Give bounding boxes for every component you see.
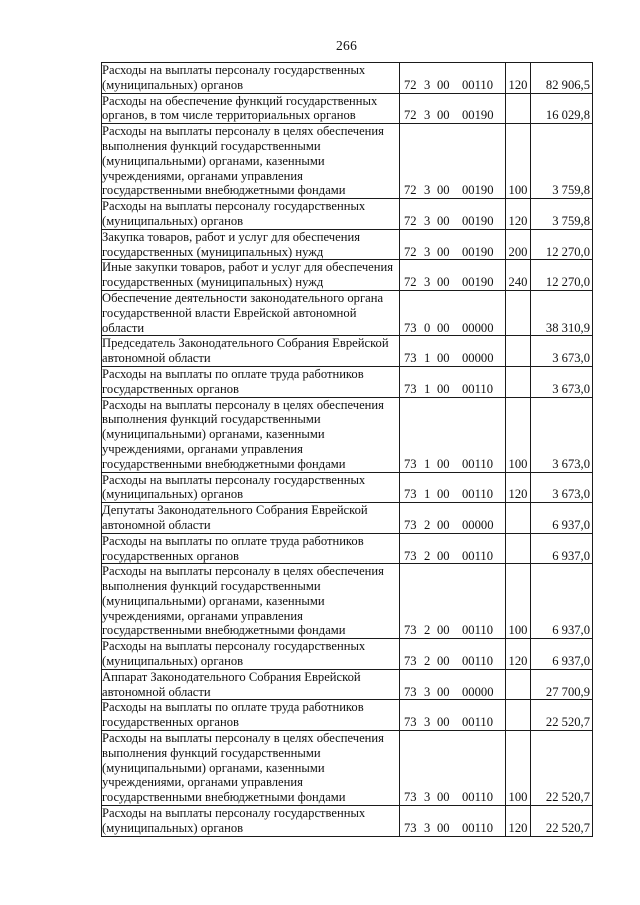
code-segment: 00190 (462, 108, 494, 123)
row-description-cell (102, 124, 400, 199)
amount-cell: 22 520,7 (531, 806, 593, 837)
code-segment: 2 (424, 548, 431, 563)
code-segment: 00 (437, 456, 450, 471)
code-segment: 00190 (462, 275, 494, 290)
code-segment: 1 (424, 456, 431, 471)
description-line: Расходы на выплаты персоналу государственных (102, 806, 366, 821)
code-segment: 00 (437, 517, 450, 532)
code-segment: 73 (404, 351, 417, 366)
row-description-cell (102, 397, 400, 472)
code-segment: 00110 (462, 654, 494, 669)
table-row (102, 472, 593, 503)
code-segment: 73 (404, 456, 417, 471)
code-segment: 00 (437, 275, 450, 290)
classification-code-cell (400, 93, 506, 124)
classification-code-cell (400, 199, 506, 230)
description-line: (муниципальными) органами, казенными (102, 593, 325, 608)
code-segment: 00 (437, 381, 450, 396)
amount-cell: 6 937,0 (531, 503, 593, 534)
code-segment: 00110 (462, 381, 494, 396)
row-description-cell (102, 700, 400, 731)
code-segment: 00 (437, 244, 450, 259)
description-line: Расходы на выплаты персоналу в целях обеспечения (102, 564, 384, 579)
description-line: Обеспечение деятельности законодательного органа (102, 290, 384, 305)
row-description-cell (102, 260, 400, 291)
table-row (102, 63, 593, 94)
classification-code-cell (400, 472, 506, 503)
description-line: государственными внебюджетными фондами (102, 623, 346, 638)
code-segment: 00110 (462, 790, 494, 805)
table-row (102, 700, 593, 731)
code-segment: 00 (437, 623, 450, 638)
description-line: Расходы на выплаты по оплате труда работников (102, 533, 364, 548)
code-segment: 3 (424, 77, 431, 92)
description-line: выполнения функций государственными (102, 412, 321, 427)
code-segment: 3 (424, 820, 431, 835)
description-line: (муниципальных) органов (102, 487, 244, 502)
description-line: области (102, 320, 145, 335)
table-row (102, 229, 593, 260)
expense-type-cell: 120 (506, 806, 531, 837)
code-segment: 00190 (462, 244, 494, 259)
table-row (102, 503, 593, 534)
classification-code-cell (400, 669, 506, 700)
description-line: учреждениями, органами управления (102, 775, 303, 790)
code-segment: 73 (404, 654, 417, 669)
description-line: выполнения функций государственными (102, 579, 321, 594)
code-segment: 2 (424, 517, 431, 532)
row-description-cell (102, 806, 400, 837)
code-segment: 72 (404, 183, 417, 198)
classification-code-cell (400, 731, 506, 806)
description-line: государственных органов (102, 715, 239, 730)
description-line: выполнения функций государственными (102, 138, 321, 153)
row-description-cell (102, 366, 400, 397)
expense-type-cell: 120 (506, 639, 531, 670)
classification-code-cell (400, 700, 506, 731)
description-line: Расходы на выплаты персоналу в целях обеспечения (102, 397, 384, 412)
description-line: (муниципальными) органами, казенными (102, 153, 325, 168)
amount-cell: 27 700,9 (531, 669, 593, 700)
expense-type-cell (506, 336, 531, 367)
description-line: Аппарат Законодательного Собрания Еврейской (102, 669, 361, 684)
classification-code-cell (400, 564, 506, 639)
description-line: Расходы на выплаты по оплате труда работников (102, 700, 364, 715)
classification-code-cell (400, 366, 506, 397)
amount-cell: 82 906,5 (531, 63, 593, 94)
code-segment: 00110 (462, 548, 494, 563)
code-segment: 3 (424, 790, 431, 805)
amount-cell: 12 270,0 (531, 229, 593, 260)
row-description-cell (102, 503, 400, 534)
code-segment: 72 (404, 108, 417, 123)
classification-code-cell (400, 260, 506, 291)
description-line: государственными внебюджетными фондами (102, 790, 346, 805)
code-segment: 00000 (462, 351, 494, 366)
table-row (102, 397, 593, 472)
row-description-cell (102, 229, 400, 260)
row-description-cell (102, 93, 400, 124)
description-line: Расходы на выплаты персоналу в целях обеспечения (102, 731, 384, 746)
classification-code-cell (400, 806, 506, 837)
code-segment: 73 (404, 623, 417, 638)
code-segment: 1 (424, 487, 431, 502)
code-segment: 00 (437, 487, 450, 502)
description-line: государственных органов (102, 381, 239, 396)
description-line: учреждениями, органами управления (102, 441, 303, 456)
row-description-cell (102, 669, 400, 700)
code-segment: 72 (404, 275, 417, 290)
code-segment: 72 (404, 244, 417, 259)
amount-cell: 6 937,0 (531, 639, 593, 670)
code-segment: 00000 (462, 684, 494, 699)
row-description-cell (102, 533, 400, 564)
amount-cell: 12 270,0 (531, 260, 593, 291)
code-segment: 3 (424, 684, 431, 699)
code-segment: 73 (404, 715, 417, 730)
code-segment: 73 (404, 684, 417, 699)
amount-cell: 38 310,9 (531, 290, 593, 335)
code-segment: 73 (404, 548, 417, 563)
amount-cell: 3 759,8 (531, 124, 593, 199)
classification-code-cell (400, 63, 506, 94)
classification-code-cell (400, 124, 506, 199)
description-line: учреждениями, органами управления (102, 608, 303, 623)
expense-type-cell: 120 (506, 63, 531, 94)
amount-cell: 6 937,0 (531, 564, 593, 639)
code-segment: 00 (437, 654, 450, 669)
description-line: автономной области (102, 684, 211, 699)
classification-code-cell (400, 290, 506, 335)
expense-type-cell: 100 (506, 564, 531, 639)
description-line: Иные закупки товаров, работ и услуг для обеспечения (102, 260, 394, 275)
code-segment: 73 (404, 820, 417, 835)
description-line: Расходы на выплаты персоналу в целях обеспечения (102, 124, 384, 139)
description-line: Расходы на выплаты персоналу государственных (102, 472, 366, 487)
expense-type-cell: 120 (506, 472, 531, 503)
code-segment: 1 (424, 381, 431, 396)
code-segment: 1 (424, 351, 431, 366)
expense-type-cell: 100 (506, 731, 531, 806)
amount-cell: 3 759,8 (531, 199, 593, 230)
amount-cell: 6 937,0 (531, 533, 593, 564)
description-line: государственными внебюджетными фондами (102, 183, 346, 198)
description-line: (муниципальных) органов (102, 77, 244, 92)
row-description-cell (102, 336, 400, 367)
description-line: государственными внебюджетными фондами (102, 456, 346, 471)
description-line: Депутаты Законодательного Собрания Еврейской (102, 503, 368, 518)
table-row (102, 669, 593, 700)
expense-type-cell: 100 (506, 397, 531, 472)
classification-code-cell (400, 336, 506, 367)
row-description-cell (102, 639, 400, 670)
code-segment: 00110 (462, 623, 494, 638)
code-segment: 00110 (462, 77, 494, 92)
code-segment: 00190 (462, 183, 494, 198)
code-segment: 00110 (462, 715, 494, 730)
amount-cell: 3 673,0 (531, 472, 593, 503)
amount-cell: 3 673,0 (531, 366, 593, 397)
code-segment: 00 (437, 715, 450, 730)
code-segment: 3 (424, 715, 431, 730)
code-segment: 3 (424, 213, 431, 228)
description-line: Расходы на обеспечение функций государственных (102, 93, 378, 108)
expense-type-cell (506, 366, 531, 397)
code-segment: 00190 (462, 213, 494, 228)
amount-cell: 3 673,0 (531, 397, 593, 472)
table-row (102, 806, 593, 837)
table-row (102, 199, 593, 230)
classification-code-cell (400, 639, 506, 670)
description-line: Расходы на выплаты персоналу государственных (102, 63, 366, 77)
code-segment: 00 (437, 790, 450, 805)
code-segment: 0 (424, 320, 431, 335)
description-line: Расходы на выплаты персоналу государственных (102, 199, 366, 214)
code-segment: 00110 (462, 487, 494, 502)
code-segment: 73 (404, 517, 417, 532)
row-description-cell (102, 731, 400, 806)
code-segment: 00 (437, 351, 450, 366)
expense-type-cell (506, 700, 531, 731)
description-line: государственных (муниципальных) нужд (102, 244, 324, 259)
code-segment: 00 (437, 213, 450, 228)
description-line: учреждениями, органами управления (102, 168, 303, 183)
description-line: государственных (муниципальных) нужд (102, 275, 324, 290)
row-description-cell (102, 199, 400, 230)
code-segment: 3 (424, 108, 431, 123)
code-segment: 3 (424, 183, 431, 198)
code-segment: 2 (424, 623, 431, 638)
page-number: 266 (336, 38, 358, 53)
amount-cell: 16 029,8 (531, 93, 593, 124)
code-segment: 2 (424, 654, 431, 669)
code-segment: 73 (404, 381, 417, 396)
code-segment: 00 (437, 108, 450, 123)
expense-type-cell (506, 503, 531, 534)
description-line: Расходы на выплаты персоналу государственных (102, 639, 366, 654)
code-segment: 3 (424, 244, 431, 259)
expense-type-cell (506, 93, 531, 124)
description-line: (муниципальных) органов (102, 654, 244, 669)
code-segment: 72 (404, 213, 417, 228)
description-line: (муниципальных) органов (102, 213, 244, 228)
code-segment: 73 (404, 320, 417, 335)
budget-table (101, 62, 593, 837)
description-line: автономной области (102, 517, 211, 532)
code-segment: 00 (437, 320, 450, 335)
row-description-cell (102, 564, 400, 639)
table-row (102, 93, 593, 124)
expense-type-cell: 100 (506, 124, 531, 199)
expense-type-cell (506, 290, 531, 335)
description-line: государственной власти Еврейской автономной (102, 305, 357, 320)
description-line: (муниципальных) органов (102, 820, 244, 835)
table-row (102, 564, 593, 639)
table-row (102, 260, 593, 291)
code-segment: 00000 (462, 320, 494, 335)
expense-type-cell: 240 (506, 260, 531, 291)
code-segment: 00110 (462, 820, 494, 835)
table-row (102, 533, 593, 564)
description-line: Закупка товаров, работ и услуг для обеспечения (102, 229, 361, 244)
expense-type-cell: 120 (506, 199, 531, 230)
table-row (102, 639, 593, 670)
code-segment: 73 (404, 487, 417, 502)
description-line: органов, в том числе территориальных органов (102, 108, 356, 123)
description-line: Председатель Законодательного Собрания Еврейской (102, 336, 389, 351)
description-line: Расходы на выплаты по оплате труда работников (102, 366, 364, 381)
description-line: государственных органов (102, 548, 239, 563)
budget-table-body (102, 63, 593, 837)
expense-type-cell (506, 669, 531, 700)
code-segment: 00 (437, 820, 450, 835)
code-segment: 72 (404, 77, 417, 92)
amount-cell: 22 520,7 (531, 700, 593, 731)
amount-cell: 3 673,0 (531, 336, 593, 367)
code-segment: 00 (437, 548, 450, 563)
code-segment: 00 (437, 684, 450, 699)
classification-code-cell (400, 503, 506, 534)
table-row (102, 124, 593, 199)
description-line: выполнения функций государственными (102, 745, 321, 760)
description-line: автономной области (102, 351, 211, 366)
row-description-cell (102, 290, 400, 335)
code-segment: 00000 (462, 517, 494, 532)
table-row (102, 366, 593, 397)
code-segment: 3 (424, 275, 431, 290)
description-line: (муниципальными) органами, казенными (102, 427, 325, 442)
code-segment: 00110 (462, 456, 494, 471)
expense-type-cell: 200 (506, 229, 531, 260)
table-row (102, 731, 593, 806)
code-segment: 73 (404, 790, 417, 805)
classification-code-cell (400, 229, 506, 260)
classification-code-cell (400, 533, 506, 564)
expense-type-cell (506, 533, 531, 564)
table-row (102, 290, 593, 335)
code-segment: 00 (437, 183, 450, 198)
code-segment: 00 (437, 77, 450, 92)
amount-cell: 22 520,7 (531, 731, 593, 806)
row-description-cell (102, 63, 400, 94)
row-description-cell (102, 472, 400, 503)
classification-code-cell (400, 397, 506, 472)
description-line: (муниципальными) органами, казенными (102, 760, 325, 775)
table-row (102, 336, 593, 367)
